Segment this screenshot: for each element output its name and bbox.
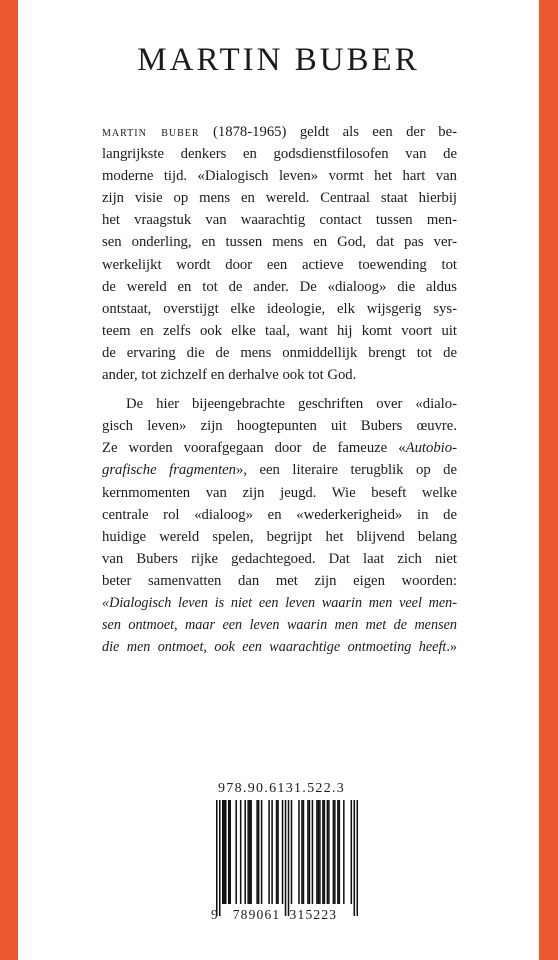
blurb-line: van Bubers rijke gedachtegoed. Dat laat zich niet (102, 550, 457, 567)
barcode-bar (328, 800, 330, 904)
blurb-line: Ze worden voorafgegaan door de fameuze « (102, 440, 406, 457)
isbn-number: 978.90.6131.522.3 (218, 781, 346, 796)
quote-line: «Dialogisch leven is niet een leven waarin men veel men- (102, 594, 457, 611)
barcode-bar (322, 800, 324, 904)
barcode-bar (316, 800, 318, 904)
barcode-digits-left: 789061 (232, 907, 281, 922)
barcode-bar (258, 800, 260, 904)
barcode-bar (261, 800, 263, 904)
barcode-bar (303, 800, 305, 904)
barcode-bar (357, 800, 358, 916)
blurb-line: moderne tijd. «Dialogisch leven» vormt het hart van (102, 168, 457, 185)
quote-end: .» (446, 639, 457, 656)
barcode-bar (276, 800, 278, 904)
blurb-line: », een literaire terugblik op de (236, 462, 457, 479)
quote-line: die men ontmoet, ook een waarachtige ontmoeting heeft (102, 639, 447, 656)
barcode-bar (334, 800, 336, 904)
quote-line: sen ontmoet, maar een leven waarin men met de mensen (102, 617, 457, 634)
blurb-line: ander, tot zichzelf en derhalve ook tot God. (102, 367, 357, 384)
blurb-paragraph-1 (102, 121, 457, 386)
barcode-bar (228, 800, 230, 904)
barcode-bar (301, 800, 303, 904)
barcode-digit-first: 9 (211, 907, 219, 922)
barcode-bar (216, 800, 218, 916)
barcode-bar (282, 800, 284, 904)
barcode-bar (319, 800, 321, 904)
barcode-bar (229, 800, 231, 904)
barcode-bar (288, 800, 290, 916)
barcode-bar (249, 800, 251, 904)
blurb-line: zijn visie op mens en wereld. Centraal staat hierbij (102, 190, 457, 207)
barcode-bar (277, 800, 279, 904)
blurb-paragraph-2 (102, 393, 457, 658)
blurb-line: huidige wereld spelen, begrijpt het blijvend belang (102, 528, 457, 545)
book-title-italic: Autobio- (405, 440, 457, 457)
barcode-bar (285, 800, 287, 916)
blurb-text (102, 121, 457, 658)
barcode-bar (333, 800, 335, 904)
blurb-line: (1878-1965) geldt als een der be- (199, 124, 458, 140)
barcode-bar (271, 800, 273, 904)
barcode-bar (324, 800, 326, 904)
blurb-line: teem en zelfs ook elke taal, want hij komt voort uit (102, 322, 457, 339)
barcode-bar (337, 800, 339, 904)
barcode-bar (309, 800, 311, 904)
barcode-bar (327, 800, 329, 904)
barcode-bar (351, 800, 353, 904)
blurb-line: sen onderling, en tussen mens en God, dat pas ver- (102, 234, 457, 251)
blurb-line: de wereld en tot de ander. De «dialoog» die aldus (102, 278, 457, 295)
blurb-line: De hier bijeengebrachte geschriften over «dialo- (126, 396, 457, 413)
barcode-bar (343, 800, 345, 904)
barcode-bar (225, 800, 227, 904)
barcode-bar (250, 800, 252, 904)
barcode-bar (219, 800, 221, 916)
barcode-bar (240, 800, 242, 904)
blurb-line: beter samenvatten dan met zijn eigen woorden: (102, 572, 457, 589)
barcode-bar (244, 800, 246, 904)
blurb-line: de ervaring die de mens onmiddellijk brengt tot de (102, 344, 457, 361)
blurb-line: het vraagstuk van waarachtig contact tussen men- (102, 212, 457, 229)
blurb-line: gisch leven» zijn hoogtepunten uit Bubers œuvre. (102, 418, 457, 435)
barcode-bar (307, 800, 309, 904)
blurb-line: werkelijkt wordt door een actieve toewending tot (102, 256, 457, 273)
barcode-bar (268, 800, 270, 904)
back-cover-panel (18, 0, 539, 960)
barcode-bar (222, 800, 224, 904)
barcode-bar (291, 800, 293, 904)
barcode-bar (298, 800, 300, 904)
barcode-digits (211, 907, 366, 922)
blurb-line: kernmomenten van zijn jeugd. Wie beseft welke (102, 484, 457, 501)
barcode-bar (339, 800, 341, 904)
book-title-italic: grafische fragmenten (102, 462, 237, 479)
blurb-line: centrale rol «dialoog» en «wederkerigheid» in de (102, 506, 457, 523)
barcode-bar (312, 800, 314, 904)
blurb-line: ontstaat, overstijgt elke ideologie, elk wijsgerig sys- (102, 300, 457, 317)
barcode-bar (256, 800, 258, 904)
author-smallcaps: martin buber (102, 124, 200, 140)
barcode-bar (223, 800, 225, 904)
barcode-bar (354, 800, 356, 916)
blurb-line: langrijkste denkers en godsdienstfilosofen van de (102, 146, 457, 163)
author-name-title: MARTIN BUBER (137, 42, 420, 78)
barcode-bar (318, 800, 320, 904)
barcode-digits-right: 315223 (289, 907, 338, 922)
barcode-bar (247, 800, 249, 904)
barcode (216, 800, 358, 916)
barcode-bar (235, 800, 237, 904)
